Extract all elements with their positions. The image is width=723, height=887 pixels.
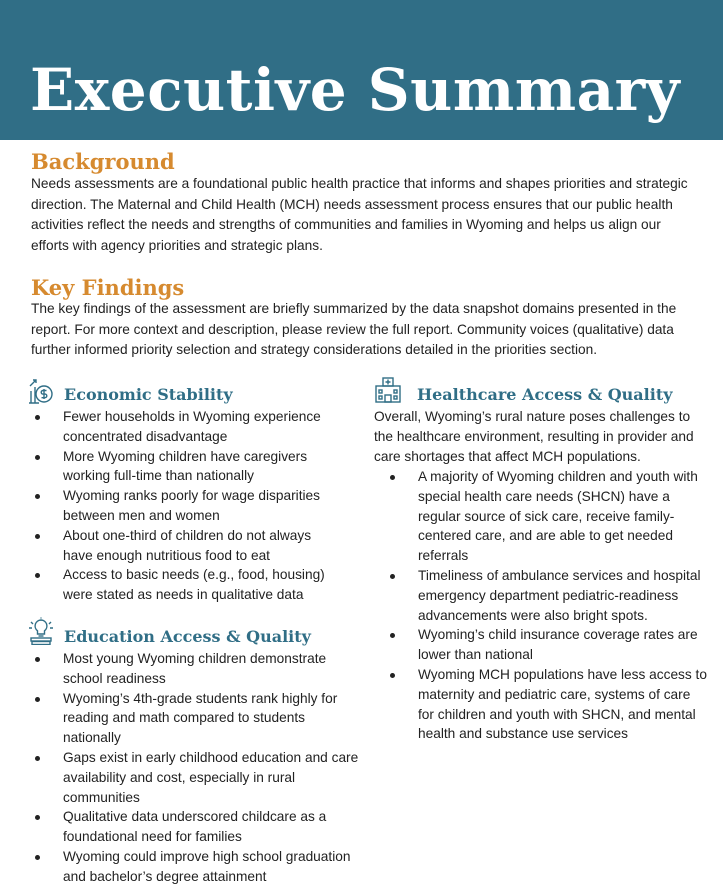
healthcare-access-heading: Healthcare Access & Quality (417, 385, 673, 404)
list-item: Fewer households in Wyoming experience concentrated disadvantage (31, 407, 336, 447)
list-item: More Wyoming children have caregivers working full-time than nationally (31, 447, 336, 487)
list-item: Wyoming could improve high school graduation and bachelor’s degree attainment (31, 847, 361, 887)
healthcare-access-list (386, 467, 708, 744)
header-banner (0, 0, 723, 140)
list-item: Wyoming’s 4th-grade students rank highly for reading and math compared to students nationally (31, 689, 361, 748)
lightbulb-books-icon (27, 617, 55, 645)
list-item: Wyoming MCH populations have less access to maternity and pediatric care, systems of care for children and youth with SHCN, and mental health and substance use services (386, 665, 708, 744)
list-item: Qualitative data underscored childcare as a foundational need for families (31, 807, 361, 847)
page-title: Executive Summary (30, 56, 680, 124)
economic-stability-list (31, 407, 336, 605)
education-access-heading: Education Access & Quality (64, 627, 311, 646)
education-access-list (31, 649, 361, 887)
list-item: Gaps exist in early childhood education and care availability and cost, especially in rural communities (31, 748, 361, 807)
list-item: Most young Wyoming children demonstrate school readiness (31, 649, 361, 689)
list-item: About one-third of children do not always have enough nutritious food to eat (31, 526, 336, 566)
money-growth-icon (27, 377, 55, 405)
list-item: Wyoming ranks poorly for wage disparities between men and women (31, 486, 336, 526)
hospital-icon (374, 376, 402, 404)
list-item: Timeliness of ambulance services and hospital emergency department pediatric-readiness advancements were also bright spots. (386, 566, 708, 625)
background-heading: Background (31, 149, 175, 174)
list-item: A majority of Wyoming children and youth with special health care needs (SHCN) have a regular source of sick care, receive family-centered care, and are able to get needed referrals (386, 467, 708, 566)
list-item: Wyoming’s child insurance coverage rates are lower than national (386, 625, 708, 665)
list-item: Access to basic needs (e.g., food, housing) were stated as needs in qualitative data (31, 565, 336, 605)
key-findings-text: The key findings of the assessment are briefly summarized by the data snapshot domains presented in the report. For more context and description, please review the full report. Community voices (qualitative) data further informed priority selection and strategy considerations detailed in the priorities section. (31, 301, 677, 357)
background-text: Needs assessments are a foundational public health practice that informs and shapes priorities and strategic direction. The Maternal and Child Health (MCH) needs assessment process ensures that our public health activities reflect the needs and strengths of communities and families in Wyoming and helps us align our efforts with agency priorities and strategic plans. (31, 176, 688, 253)
healthcare-intro: Overall, Wyoming’s rural nature poses challenges to the healthcare environment, resulting in provider and care shortages that affect MCH populations. (374, 409, 694, 464)
key-findings-heading: Key Findings (31, 275, 185, 300)
economic-stability-heading: Economic Stability (64, 385, 233, 404)
